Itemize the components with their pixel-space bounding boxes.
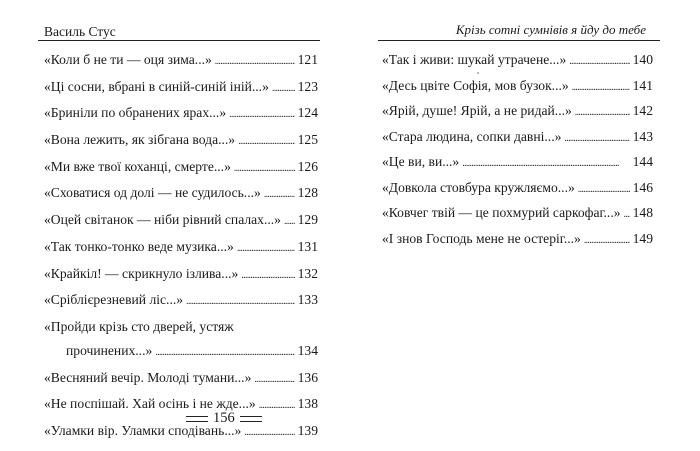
- toc-entry-page: 148: [632, 205, 653, 220]
- toc-entry-page: 131: [297, 238, 318, 254]
- toc-entry: [382, 52, 653, 70]
- toc-entry-title: «Сріблієрезневий ліс...»: [44, 292, 184, 308]
- toc-entry-title: «Оцей світанок — ніби рівний спалах...»: [44, 212, 281, 228]
- toc-list-left: [44, 52, 318, 450]
- dot-leader: [254, 372, 294, 388]
- toc-entry: [44, 266, 318, 284]
- toc-entry-title-continuation: прочинених...»: [66, 342, 153, 358]
- toc-entry-page: 140: [632, 52, 653, 67]
- page-number: [181, 410, 267, 427]
- toc-entry-page: 126: [297, 158, 318, 174]
- toc-entry: [382, 129, 653, 147]
- toc-entry-page: 125: [297, 132, 318, 148]
- toc-entry-title: «Десь цвіте Софія, мов бузок...»: [382, 77, 569, 93]
- toc-entry: [382, 205, 653, 223]
- dot-leader: [624, 207, 630, 223]
- dot-leader: [238, 134, 295, 150]
- dot-leader: [572, 80, 630, 96]
- toc-entry: [382, 78, 653, 96]
- toc-entry-title: «Стара людина, сопки давні...»: [382, 128, 562, 144]
- dot-leader: [186, 294, 295, 310]
- left-page: [38, 0, 320, 451]
- toc-entry-title: «Ці сосни, вбрані в синій-синій іній...»: [44, 78, 269, 94]
- toc-entry-page: 139: [297, 422, 318, 438]
- toc-entry-title: «Ковчег твій — це похмурий саркофаг...»: [382, 205, 621, 220]
- toc-entry-page: 149: [632, 230, 653, 246]
- toc-entry: [44, 212, 318, 230]
- dot-leader: [272, 81, 295, 97]
- running-head-right: [378, 22, 660, 41]
- toc-entry: [44, 105, 318, 123]
- toc-entry: [44, 239, 318, 257]
- book-title: Крізь сотні сумнівів я йду до тебе: [455, 22, 646, 37]
- toc-entry-title: «Ярій, душе! Ярій, а не ридай...»: [382, 103, 572, 118]
- dot-leader: [584, 233, 630, 249]
- toc-entry: [44, 292, 318, 310]
- author-name: Василь Стус: [44, 24, 116, 39]
- toc-entry-title: «Це ви, ви...»: [382, 154, 460, 169]
- toc-entry-title: «Вона лежить, як зібгана вода...»: [44, 132, 236, 148]
- toc-entry-title: «Сховатися од долі — не судилось...»: [44, 185, 261, 201]
- toc-entry-page: 132: [297, 265, 318, 281]
- toc-entry-page: 124: [297, 105, 318, 121]
- toc-entry-page: 129: [297, 212, 318, 228]
- toc-entry-title: «Крайкіл! — скрикнуло ізлива...»: [44, 265, 239, 281]
- dot-leader: [237, 241, 295, 257]
- toc-entry: [44, 79, 318, 97]
- toc-entry: [382, 180, 653, 198]
- dot-leader: [264, 187, 295, 203]
- dot-leader: [241, 268, 294, 284]
- toc-entry-page: 146: [632, 179, 653, 195]
- dot-leader: [229, 107, 294, 123]
- toc-entry-title: «Так тонко-тонко веде музика...»: [44, 238, 234, 254]
- toc-entry: [382, 154, 653, 172]
- toc-entry-title: «Так і живи: шукай утрачене...»: [382, 52, 567, 67]
- dot-leader: [578, 182, 630, 198]
- toc-entry-page: 141: [632, 77, 653, 93]
- dot-leader: [155, 345, 294, 361]
- toc-entry-page: 128: [297, 185, 318, 201]
- toc-entry-page: 123: [297, 78, 318, 94]
- dot-leader: [575, 105, 630, 121]
- toc-entry: [382, 231, 653, 249]
- toc-entry-page: 133: [297, 292, 318, 308]
- toc-entry-page: 143: [632, 128, 653, 144]
- dot-leader: [234, 161, 295, 177]
- dot-leader: [244, 425, 294, 441]
- toc-entry-title: «Уламки вір. Уламки сподівань...»: [44, 422, 242, 438]
- running-head-left: [38, 22, 320, 41]
- toc-entry-title: «Пройди крізь сто дверей, устяж: [44, 318, 234, 334]
- toc-entry: [44, 185, 318, 203]
- toc-entry: [44, 370, 318, 388]
- dot-leader: [569, 54, 629, 70]
- toc-entry-title: «Не поспішай. Хай осінь і не жде...»: [44, 396, 256, 412]
- toc-entry: [382, 103, 653, 121]
- toc-entry-page: 136: [297, 369, 318, 385]
- toc-entry-page: 144: [632, 154, 653, 169]
- dot-leader: [284, 214, 295, 230]
- toc-entry: [44, 132, 318, 150]
- toc-entry: [44, 52, 318, 70]
- toc-entry-page: 142: [632, 103, 653, 118]
- folio-ornament-left: [186, 416, 208, 422]
- toc-entry: [44, 319, 318, 361]
- toc-entry-title: «Бриніли по обранених ярах...»: [44, 105, 227, 121]
- toc-entry-page: 121: [297, 52, 318, 67]
- dot-leader: [564, 131, 629, 147]
- dot-leader: [462, 156, 629, 172]
- toc-entry-page: 134: [297, 342, 318, 358]
- toc-entry-title: «Весняний вечір. Молоді тумани...»: [44, 369, 252, 385]
- dot-leader: [215, 54, 295, 70]
- page-number-text: 156: [213, 410, 235, 426]
- toc-entry-page: 138: [297, 396, 318, 412]
- folio-ornament-right: [240, 416, 262, 422]
- toc-entry: [44, 159, 318, 177]
- toc-list-right: [382, 52, 653, 256]
- right-page: [378, 0, 660, 451]
- print-speck: [477, 72, 479, 74]
- toc-entry-title: «Коли б не ти — оця зима...»: [44, 52, 212, 67]
- toc-entry-title: «Довкола стовбура кружляємо...»: [382, 179, 575, 195]
- toc-entry-title: «І знов Господь мене не остеріг...»: [382, 230, 581, 246]
- toc-entry-title: «Ми вже твої коханці, смерте...»: [44, 158, 231, 174]
